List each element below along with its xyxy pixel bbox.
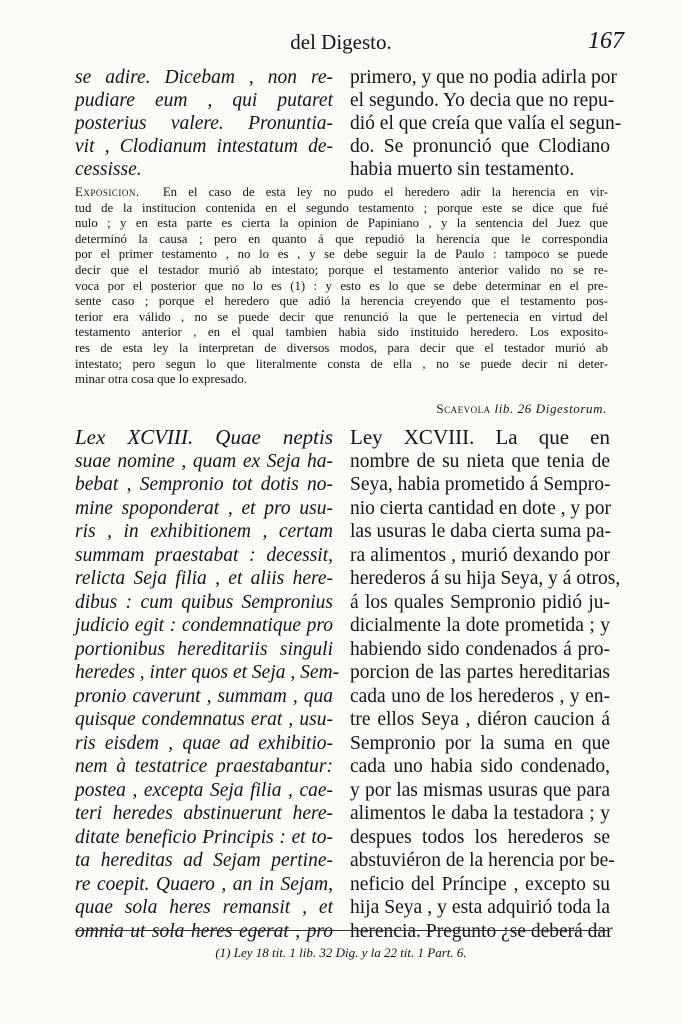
citation-author: Scaevola	[436, 401, 491, 416]
text-line: Seya, habia prometido á Sempro-	[350, 474, 611, 495]
exposicion-text: res de esta ley la interpretan de diversos modos, para decir que el testador murió ab	[75, 340, 608, 355]
text-line: vit , Clodianum intestatum de-	[75, 136, 333, 157]
running-head: del Digesto.	[290, 30, 392, 54]
text-line: pronio caverunt , summam , qua	[75, 685, 333, 707]
text-line: el segundo. Yo decia que no repu-	[350, 90, 615, 111]
exposicion-text: sente caso ; porque el heredero que adió la herencia creyendo que el testamento pos-	[75, 294, 608, 309]
exposicion-line	[75, 372, 608, 388]
text-line: habia muerto sin testamento.	[350, 159, 575, 180]
text-line: summam praestabat : decessit,	[75, 544, 333, 566]
text-line: Sempronio por la suma en que	[350, 732, 610, 754]
main-spanish-column	[350, 425, 621, 943]
text-line: judicio egit : condemnatique pro	[75, 615, 333, 636]
text-line: nem à testatrice praestabantur:	[75, 756, 333, 777]
text-line: dió el que creía que valía el segun-	[350, 113, 622, 134]
text-line: relicta Seja filia , et aliis here-	[75, 568, 333, 589]
exposicion-text: terior era válido , no se puede decir que renunció la que le pertenecia en virtud del	[75, 309, 608, 324]
text-line: las usuras le daba cierta suma pa-	[350, 521, 611, 542]
text-line: nombre de su nieta que tenia de	[350, 450, 610, 472]
text-line: ris eisdem , quae ad exhibitio-	[75, 732, 333, 754]
citation-work: lib. 26 Digestorum.	[494, 401, 607, 416]
exposicion-text: por el primer testamento , no lo es , y se debe seguir la de Paulo : tampoco se puede	[75, 247, 608, 262]
text-line: neficio del Príncipe , excepto su	[350, 873, 610, 895]
exposicion-text: intestato; pero segun lo que literalmente consta de ella , no se puede decir ni deter-	[75, 356, 608, 371]
text-line: cada uno de los herederos , y en-	[350, 685, 610, 707]
text-line: ta hereditas ad Sejam pertine-	[75, 850, 333, 871]
exposicion-text: En el caso de esta ley no pudo el heredero adir la herencia en vir-	[162, 185, 609, 199]
exposicion-text: testamento anterior , en el qual tambien habia sido instituido heredero. Los exposito-	[75, 325, 608, 340]
text-line: ra alimentos , murió dexando por	[350, 544, 610, 566]
text-line: ditate beneficio Principis : et to-	[75, 826, 333, 848]
exposicion-text: minar otra cosa que lo expresado.	[75, 372, 247, 387]
text-line: despues todos los herederos se	[350, 826, 610, 848]
text-line: do. Se pronunció que Clodiano	[350, 136, 610, 157]
text-line: porcion de las partes hereditarias	[350, 662, 610, 683]
exposicion-text: voca por el posterior que no lo es (1) : y esto es lo que se debe determinar en el pre-	[75, 278, 608, 293]
text-line: abstuviéron de la herencia por be-	[350, 850, 615, 871]
exposicion-line	[75, 185, 608, 201]
exposicion-text: determinó la causa ; pero en quanto á que repudió la herencia que le correspondia	[75, 231, 608, 246]
text-line: alimentos le daba la testadora ; y	[350, 803, 610, 824]
exposicion-line	[75, 232, 608, 248]
exposicion-line	[75, 357, 608, 373]
exposicion-line	[75, 279, 608, 295]
text-line: se adire. Dicebam , non re-	[75, 67, 333, 88]
text-line: cessisse.	[75, 159, 142, 180]
text-line: teri heredes abstinuerunt here-	[75, 803, 333, 824]
text-line: posterius valere. Pronuntia-	[75, 113, 333, 134]
exposicion-line	[75, 247, 608, 263]
text-line: quae sola heres remansit , et	[75, 897, 333, 918]
text-line: omnia ut sola heres egerat , pro	[75, 920, 333, 942]
footnote-rule	[75, 930, 610, 931]
text-line: herederos á su hija Seya, y á otros,	[350, 568, 621, 589]
text-line: re coepit. Quaero , an in Sejam,	[75, 873, 333, 895]
text-line: Lex XCVIII. Quae neptis	[75, 425, 333, 449]
text-line: quisque condemnatus erat , usu-	[75, 709, 333, 730]
exposicion-text: tud de la institucion contenida en el segundo testamento ; porque este se dice que fué	[75, 200, 608, 215]
text-line: tre ellos Seya , diéron caucion á	[350, 709, 610, 730]
exposicion-line	[75, 263, 608, 279]
exposicion-label: Exposicion.	[75, 185, 163, 199]
page-number: 167	[588, 28, 624, 54]
text-line: heredes , inter quos et Seja , Sem-	[75, 662, 340, 683]
top-spanish-column	[350, 66, 622, 181]
text-line: mine spoponderat , et pro usu-	[75, 497, 333, 519]
text-line: bebat , Sempronio tot dotis no-	[75, 474, 333, 495]
text-line: dibus : cum quibus Sempronius	[75, 591, 333, 613]
text-line: suae nomine , quam ex Seja ha-	[75, 450, 333, 472]
exposicion-text: decir que el testador murió ab intestato; porque el testamento anterior valido no se re-	[75, 262, 608, 277]
exposicion-line	[75, 325, 608, 341]
text-line: Ley XCVIII. La que en	[350, 425, 610, 449]
text-line: cada uno habia sido condenado,	[350, 756, 610, 777]
exposicion-line	[75, 201, 608, 217]
exposicion-block	[75, 185, 608, 388]
text-line: y por las mismas usuras que para	[350, 779, 610, 801]
exposicion-line	[75, 341, 608, 357]
text-line: dicialmente la dote prometida ; y	[350, 615, 610, 636]
page-header	[0, 30, 682, 58]
text-line: nio cierta cantidad en dote , y por	[350, 497, 611, 519]
text-line: ris , in exhibitionem , certam	[75, 521, 333, 542]
main-latin-column	[75, 425, 340, 943]
text-line: primero, y que no podia adirla por	[350, 67, 617, 88]
top-latin-column	[75, 66, 333, 181]
exposicion-line	[75, 310, 608, 326]
text-line: pudiare eum , qui putaret	[75, 90, 333, 111]
text-line: herencia. Pregunto ¿se deberá dar	[350, 920, 613, 942]
text-line: á los quales Sempronio pidió ju-	[350, 591, 610, 613]
exposicion-line	[75, 294, 608, 310]
text-line: portionibus hereditariis singuli	[75, 638, 333, 660]
footnote: (1) Ley 18 tit. 1 lib. 32 Dig. y la 22 tit. 1 Part. 6.	[215, 945, 467, 960]
exposicion-text: nulo ; y en esta parte es cierta la opinion de Papiniano , y la sentencia del Juez que	[75, 216, 608, 231]
text-line: habiendo sido condenados á pro-	[350, 638, 610, 660]
citation	[436, 401, 607, 417]
exposicion-line	[75, 216, 608, 232]
text-line: postea , excepta Seja filia , cae-	[75, 779, 333, 801]
text-line: hija Seya , y esta adquirió toda la	[350, 897, 610, 918]
